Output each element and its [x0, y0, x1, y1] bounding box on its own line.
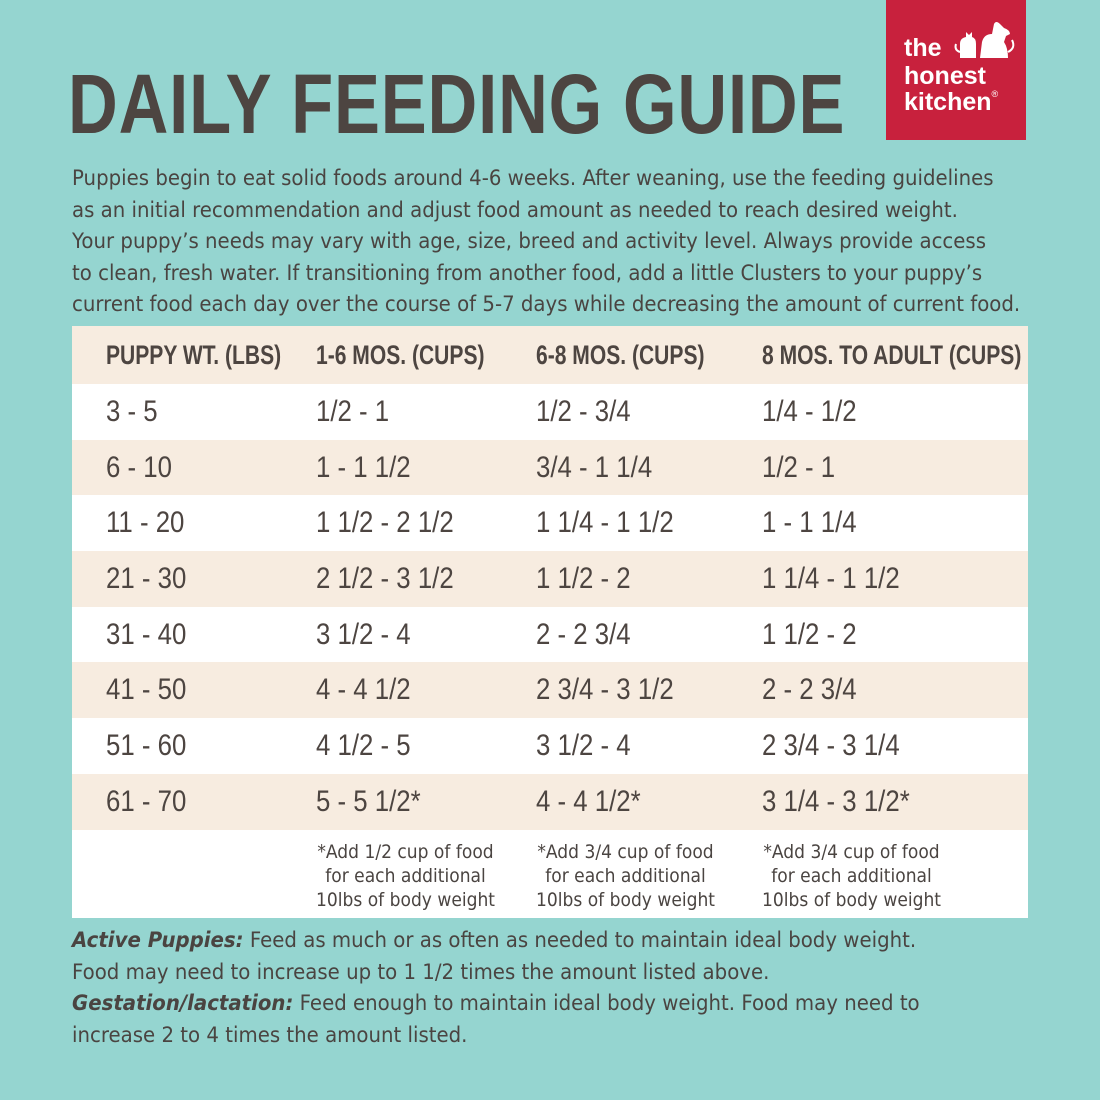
intro-line: Puppies begin to eat solid foods around 4-6 weeks. After weaning, use the feeding guidelines	[72, 166, 994, 190]
cups-cell: 2 - 2 3/4	[536, 617, 631, 651]
weight-cell: 3 - 5	[106, 394, 158, 428]
table-row	[72, 607, 1028, 663]
weight-cell: 51 - 60	[106, 728, 187, 762]
table-row	[72, 774, 1028, 830]
intro-paragraph	[72, 163, 1021, 321]
active-puppies-line: Active Puppies: Feed as much or as often as needed to maintain ideal body weight.	[72, 928, 917, 952]
feeding-table	[72, 326, 1028, 918]
header-6-8-months: 6-8 MOS. (CUPS)	[536, 339, 705, 370]
cups-cell: 2 3/4 - 3 1/4	[762, 728, 900, 762]
table-row	[72, 718, 1028, 774]
weight-cell: 41 - 50	[106, 673, 187, 707]
intro-line: to clean, fresh water. If transitioning from another food, add a little Clusters to your puppy’s	[72, 260, 983, 285]
table-row	[72, 551, 1028, 607]
cups-cell: 2 - 2 3/4	[762, 673, 857, 707]
cups-cell: 1 1/2 - 2	[536, 561, 631, 595]
brand-logo	[886, 0, 1026, 140]
gestation-label: Gestation/lactation:	[72, 991, 294, 1015]
cups-cell: 4 - 4 1/2*	[536, 784, 641, 818]
gestation-line-2: increase 2 to 4 times the amount listed.	[72, 1022, 468, 1047]
page-title: DAILY FEEDING GUIDE	[68, 57, 846, 151]
intro-line: as an initial recommendation and adjust food amount as needed to reach desired weight.	[72, 197, 958, 222]
cups-cell: 2 3/4 - 3 1/2	[536, 673, 674, 707]
table-row	[72, 662, 1028, 718]
weight-cell: 11 - 20	[106, 506, 185, 540]
table-header-row	[72, 326, 1028, 384]
cups-cell: 4 1/2 - 5	[316, 728, 411, 762]
cups-cell: 1/4 - 1/2	[762, 394, 857, 428]
logo-text-the: the	[904, 34, 942, 62]
footnote-6-8-months: *Add 3/4 cup of food for each additional 10lbs of body weight	[536, 840, 716, 911]
cups-cell: 3/4 - 1 1/4	[536, 450, 653, 484]
cups-cell: 2 1/2 - 3 1/2	[316, 561, 454, 595]
table-notes-row	[72, 830, 1028, 918]
gestation-line: Gestation/lactation: Feed enough to maintain ideal body weight. Food may need to	[72, 991, 920, 1015]
active-puppies-line-2: Food may need to increase up to 1 1/2 times the amount listed above.	[72, 959, 770, 984]
cups-cell: 1 1/2 - 2	[762, 617, 857, 651]
weight-cell: 6 - 10	[106, 450, 172, 484]
header-8-months-adult: 8 MOS. TO ADULT (CUPS)	[762, 339, 1022, 370]
footnote-8-months-adult: *Add 3/4 cup of food for each additional 10lbs of body weight	[762, 840, 942, 911]
cups-cell: 1/2 - 3/4	[536, 394, 631, 428]
cups-cell: 1 1/4 - 1 1/2	[536, 506, 674, 540]
cups-cell: 1/2 - 1	[762, 450, 836, 484]
header-1-6-months: 1-6 MOS. (CUPS)	[316, 339, 485, 370]
logo-text-kitchen: kitchen®	[904, 88, 999, 116]
weight-cell: 61 - 70	[106, 784, 187, 818]
cups-cell: 4 - 4 1/2	[316, 673, 411, 707]
cups-cell: 1 1/2 - 2 1/2	[316, 506, 454, 540]
intro-line: current food each day over the course of 5-7 days while decreasing the amount of current food.	[72, 292, 1021, 316]
cups-cell: 1 - 1 1/2	[316, 450, 411, 484]
weight-cell: 21 - 30	[106, 561, 187, 595]
intro-line: Your puppy’s needs may vary with age, size, breed and activity level. Always provide access	[72, 229, 987, 253]
footnote-1-6-months: *Add 1/2 cup of food for each additional 10lbs of body weight	[316, 840, 496, 911]
cups-cell: 1 - 1 1/4	[762, 506, 857, 540]
footer-notes	[72, 925, 1021, 1051]
logo-text-honest: honest	[904, 62, 986, 90]
cups-cell: 3 1/4 - 3 1/2*	[762, 784, 910, 818]
header-puppy-weight: PUPPY WT. (LBS)	[106, 339, 282, 370]
cups-cell: 5 - 5 1/2*	[316, 784, 421, 818]
cups-cell: 1/2 - 1	[316, 394, 390, 428]
cups-cell: 3 1/2 - 4	[316, 617, 411, 651]
cups-cell: 3 1/2 - 4	[536, 728, 631, 762]
table-row	[72, 495, 1028, 551]
table-row	[72, 384, 1028, 440]
table-row	[72, 440, 1028, 496]
cat-dog-silhouette-icon	[954, 18, 1018, 58]
active-puppies-label: Active Puppies:	[72, 928, 244, 952]
cups-cell: 1 1/4 - 1 1/2	[762, 561, 900, 595]
weight-cell: 31 - 40	[106, 617, 187, 651]
